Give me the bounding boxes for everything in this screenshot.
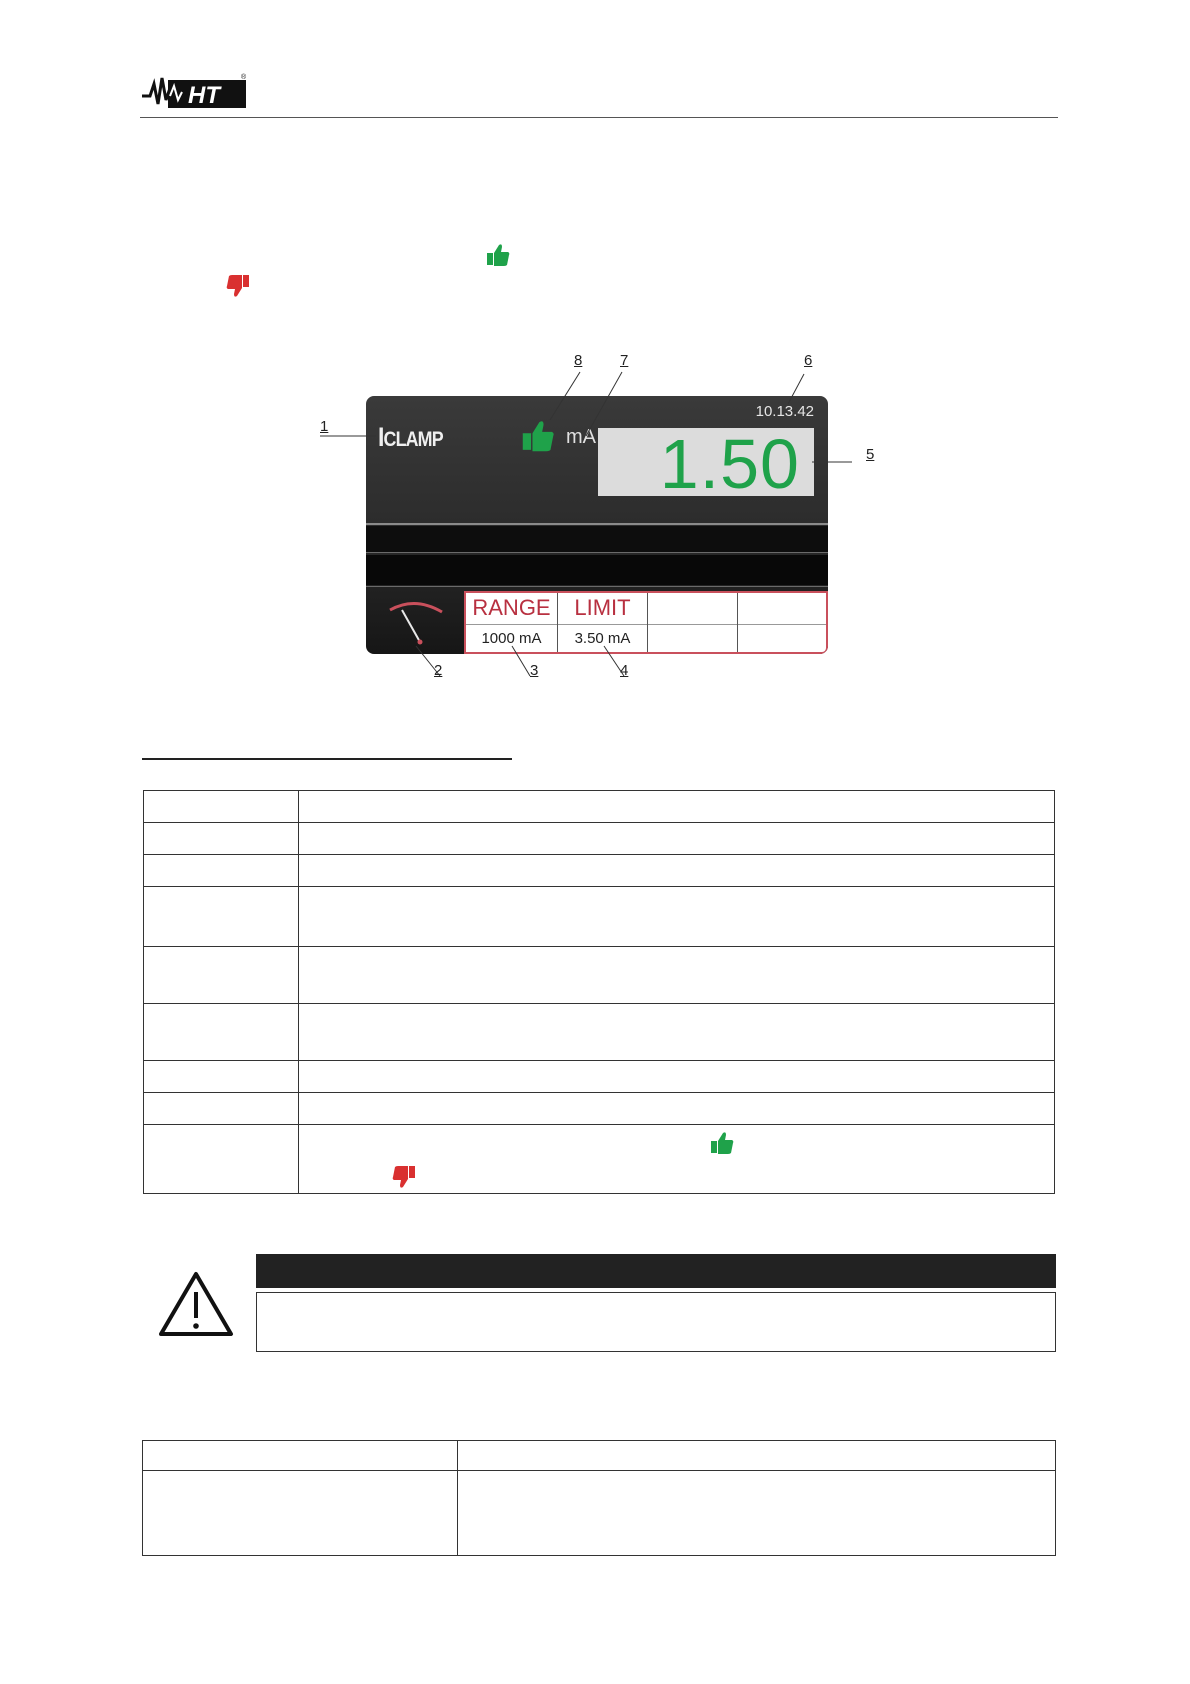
table-row xyxy=(144,855,1055,887)
table-row xyxy=(144,1125,1055,1194)
warning-triangle-icon xyxy=(158,1270,234,1338)
callout-number: 7 xyxy=(620,352,629,369)
thumbs-down-icon xyxy=(392,1164,416,1190)
table-row xyxy=(144,1004,1055,1061)
warning-header-bar xyxy=(256,1254,1056,1288)
svg-text:®: ® xyxy=(241,74,247,81)
function-label: ICLAMP xyxy=(378,422,443,452)
thumbs-up-icon xyxy=(710,1130,734,1156)
unit-label: mA xyxy=(566,426,596,448)
table-row xyxy=(144,947,1055,1004)
callout-number: 2 xyxy=(434,662,443,679)
table-row xyxy=(144,1093,1055,1125)
param-value: 1000 mA xyxy=(481,630,542,647)
param-head: LIMIT xyxy=(574,595,631,620)
svg-text:HT: HT xyxy=(188,82,220,109)
table-row xyxy=(144,887,1055,947)
table-row xyxy=(144,791,1055,823)
callout-number: 3 xyxy=(530,662,539,679)
param-head: RANGE xyxy=(472,595,551,620)
measured-value: 1.50 xyxy=(659,425,800,503)
description-table xyxy=(143,790,1055,1194)
callout-number: 8 xyxy=(574,352,583,369)
bottom-table xyxy=(142,1440,1056,1556)
table-row xyxy=(143,1471,1056,1556)
callout-number: 4 xyxy=(620,662,629,679)
table-row xyxy=(143,1441,1056,1471)
callout-number: 6 xyxy=(804,352,813,369)
section-underline xyxy=(142,758,512,760)
callout-number: 5 xyxy=(866,446,875,463)
table-row xyxy=(144,1061,1055,1093)
clock-readout: 10.13.42 xyxy=(755,403,814,420)
callout-number: 1 xyxy=(320,418,329,435)
param-value: 3.50 mA xyxy=(574,630,631,647)
table-row xyxy=(144,823,1055,855)
warning-body xyxy=(256,1292,1056,1352)
